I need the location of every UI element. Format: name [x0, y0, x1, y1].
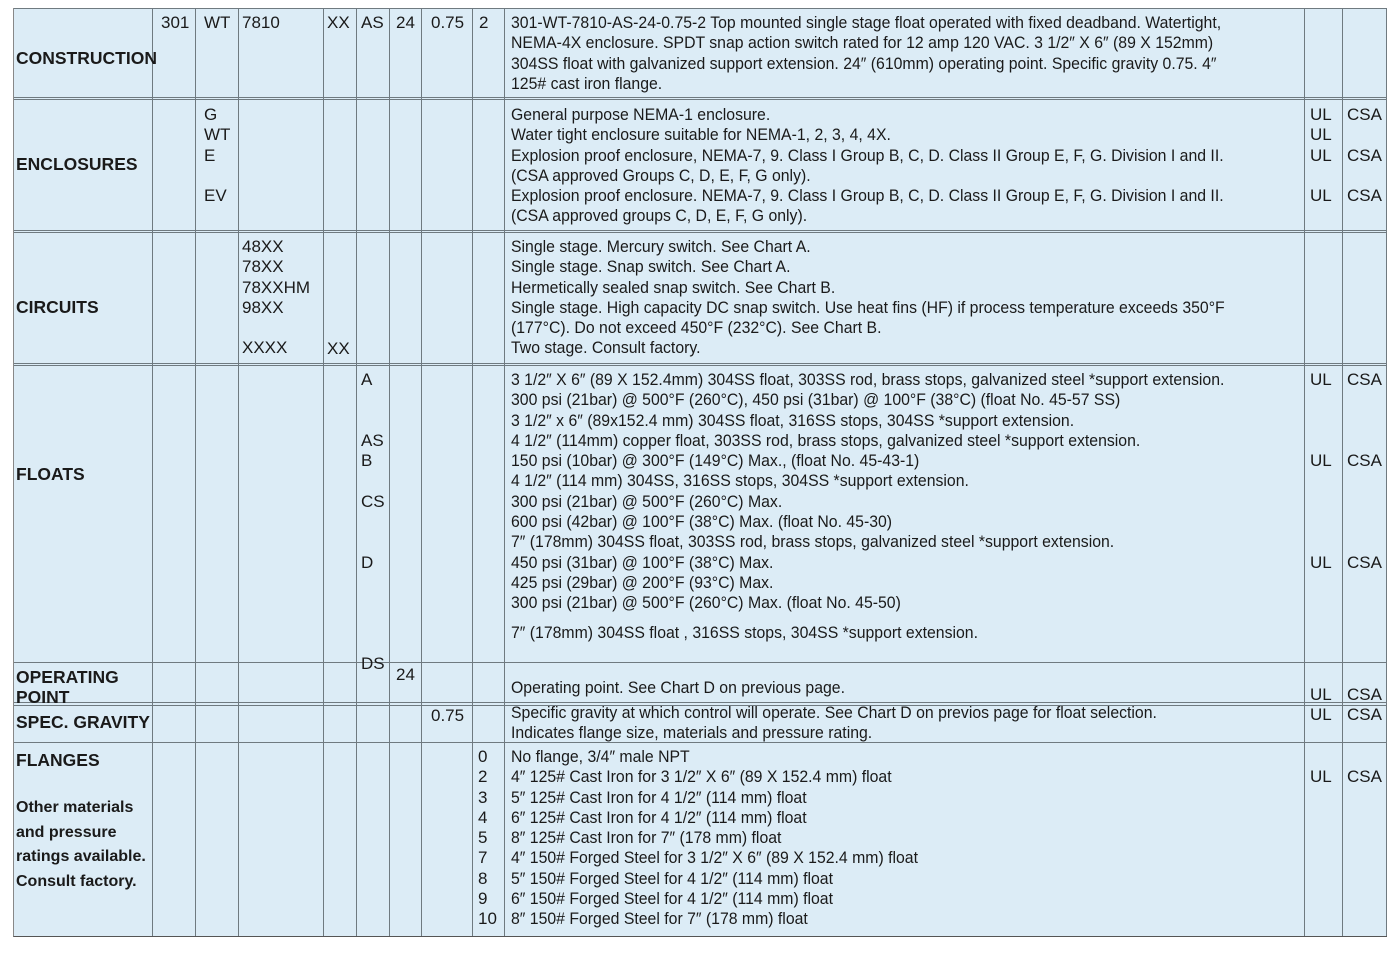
enclosure-csa-approvals: CSA CSA CSA [1347, 105, 1382, 206]
row-label-floats: FLOATS [16, 464, 85, 484]
float-description-ds: 7″ (178mm) 304SS float , 316SS stops, 304SS *support extension. [511, 623, 978, 642]
rule [14, 232, 1387, 233]
code-circuit: XX [327, 13, 350, 32]
code-spec-gravity: 0.75 [431, 13, 465, 32]
rule [14, 365, 1387, 366]
enclosure-descriptions: General purpose NEMA-1 enclosure. Water tight enclosure suitable for NEMA-1, 2, 3, 4, 4X. Explosion proof enclosure, NEMA-7, 9. Class I Group B, C, D. Class II Group E, F, G. Division I and II. (CSA approved Groups C, D, E, F, G only). Explosion proof enclosure. NEMA-7, 9. Class I Group B, C, D. Class II Group E, F, G. Division I and II. (CSA approved groups C, D, E, F, G only). [511, 105, 1224, 226]
code-series: 301 [161, 13, 190, 32]
circuit-code-xx: XX [327, 339, 350, 358]
circuit-codes: 48XX 78XX 78XXHM 98XX XXXX [242, 237, 311, 358]
flange-ul: UL [1310, 767, 1332, 786]
circuit-descriptions: Single stage. Mercury switch. See Chart A. Single stage. Snap switch. See Chart A. Hermetically sealed snap switch. See Chart B. Single stage. High capacity DC snap switch. Use heat fins (HF) if process temperature exceeds 350°F (177°C). Do not exceed 450°F (232°C). See Chart B. Two stage. Consult factory. [511, 237, 1225, 358]
flange-codes: 0 2 3 4 5 7 8 9 10 [478, 747, 497, 929]
col-rule [152, 8, 153, 936]
col-rule [1304, 8, 1305, 936]
col-rule [421, 8, 422, 936]
code-float: AS [361, 13, 384, 32]
spec-gravity-ul: UL [1310, 705, 1332, 724]
flange-csa: CSA [1347, 767, 1382, 786]
code-enclosure: WT [204, 13, 231, 32]
col-rule [472, 8, 473, 936]
rule-top [14, 8, 1387, 9]
rule [14, 230, 1387, 231]
col-rule [195, 8, 196, 936]
spec-gravity-description: Specific gravity at which control will operate. See Chart D on previos page for float selection. Indicates flange size, materials and pressure rating. [511, 703, 1157, 743]
row-label-operating-point: OPERATING POINT [16, 667, 119, 703]
rule [14, 99, 1387, 100]
col-rule [323, 8, 324, 936]
code-model: 7810 [242, 13, 280, 32]
row-label-spec-gravity: SPEC. GRAVITY [16, 712, 150, 732]
spec-gravity-csa: CSA [1347, 705, 1382, 724]
enclosure-codes: G WT E EV [204, 105, 231, 206]
rule [14, 662, 1387, 663]
col-rule [356, 8, 357, 936]
rule [14, 363, 1387, 364]
model-code-table [13, 8, 1387, 937]
col-rule [504, 8, 505, 936]
operating-point-description: Operating point. See Chart D on previous page. [511, 678, 845, 697]
col-rule [1342, 8, 1343, 936]
operating-point-ul: UL [1310, 685, 1332, 704]
code-flange: 2 [479, 13, 489, 32]
flanges-note: Other materials and pressure ratings available. Consult factory. [16, 799, 146, 890]
col-rule [1386, 8, 1387, 936]
col-rule [389, 8, 390, 936]
code-operating-point: 24 [396, 13, 415, 32]
row-label-construction: CONSTRUCTION [16, 48, 157, 68]
float-csa-approvals: CSA CSA CSA [1347, 370, 1382, 572]
row-label-circuits: CIRCUITS [16, 297, 99, 317]
construction-description: 301-WT-7810-AS-24-0.75-2 Top mounted single stage float operated with fixed deadband. Watertight, NEMA-4X enclosure. SPDT snap action switch rated for 12 amp 120 VAC. 3 1/2″ X 6″ (89 X 152mm) 304SS float with galvanized support extension. 24″ (610mm) operating point. Specific gravity 0.75. 4″ 125# cast iron flange. [511, 13, 1222, 93]
row-label-enclosures: ENCLOSURES [16, 154, 138, 174]
operating-point-code: 24 [396, 665, 415, 684]
flange-descriptions: No flange, 3/4″ male NPT 4″ 125# Cast Iron for 3 1/2″ X 6″ (89 X 152.4 mm) float 5″ 125# Cast Iron for 4 1/2″ (114 mm) float 6″ 125# Cast Iron for 4 1/2″ (114 mm) float 8″ 125# Cast Iron for 7″ (178 mm) float 4″ 150# Forged Steel for 3 1/2″ X 6″ (89 X 152.4 mm) float 5″ 150# Forged Steel for 4 1/2″ (114 mm) float 6″ 150# Forged Steel for 4 1/2″ (114 mm) float 8″ 150# Forged Steel for 7″ (178 mm) float [511, 747, 919, 929]
float-descriptions: 3 1/2″ X 6″ (89 X 152.4mm) 304SS float, 303SS rod, brass stops, galvanized steel *support extension. 300 psi (21bar) @ 500°F (260°C), 450 psi (31bar) @ 100°F (38°C) (float No. 45-57 SS) 3 1/2″ x 6″ (89x152.4 mm) 304SS float, 316SS stops, 304SS *support extension. 4 1/2″ (114mm) copper float, 303SS rod, brass stops, galvanized steel *support extension. 150 psi (10bar) @ 300°F (149°C) Max., (float No. 45-43-1) 4 1/2″ (114 mm) 304SS, 316SS stops, 304SS *support extension. 300 psi (21bar) @ 500°F (260°C) Max. 600 psi (42bar) @ 100°F (38°C) Max. (float No. 45-30) 7″ (178mm) 304SS float, 303SS rod, brass stops, galvanized steel *support extension. 450 psi (31bar) @ 100°F (38°C) Max. 425 psi (29bar) @ 200°F (93°C) Max. 300 psi (21bar) @ 500°F (260°C) Max. (float No. 45-50) [511, 370, 1225, 613]
row-label-flanges: FLANGES [16, 750, 100, 770]
spec-gravity-code: 0.75 [431, 706, 465, 725]
float-codes: A AS B CS D DS [361, 370, 385, 674]
float-ul-approvals: UL UL UL [1310, 370, 1332, 572]
rule [14, 97, 1387, 98]
operating-point-csa: CSA [1347, 685, 1382, 704]
enclosure-ul-approvals: UL UL UL UL [1310, 105, 1332, 206]
col-rule [238, 8, 239, 936]
